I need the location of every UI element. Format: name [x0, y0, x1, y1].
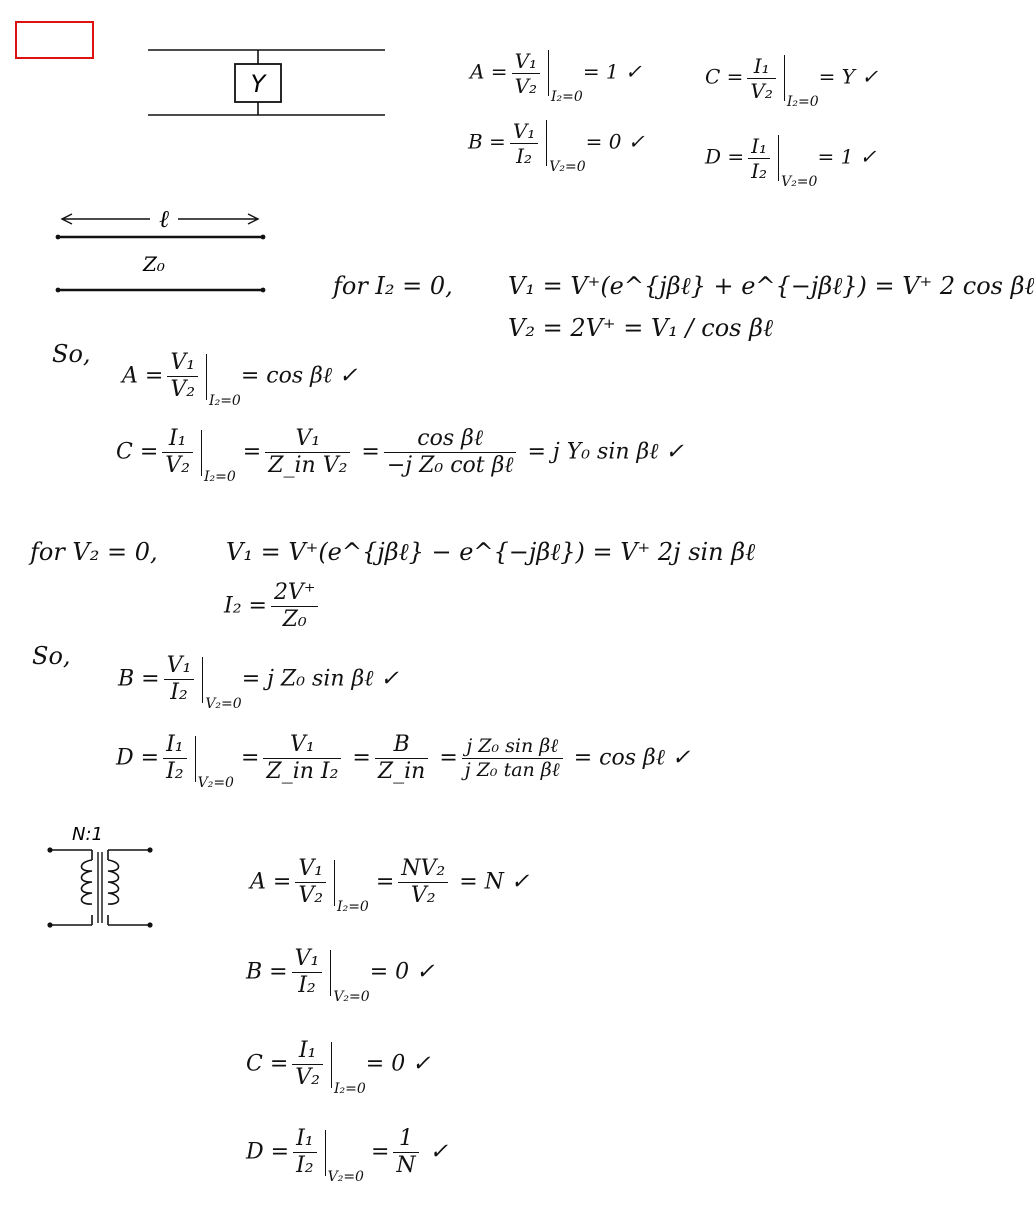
top-eq-D: D = $\frac{\text{I₁}}{\text{I₂}}$ V₂=0= 1 ✓ — [705, 133, 877, 190]
length-label: ℓ — [159, 205, 169, 233]
shunt-admittance-diagram — [140, 40, 390, 130]
i2-equation: I₂ = $\frac{2V^+}{\text{Z₀}}$ — [224, 582, 322, 631]
line-eq-A: A = $\frac{\text{V₁}}{\text{V₂}}$ I₂=0= cos βℓ ✓ — [122, 350, 358, 409]
v1-short-equation: V₁ = V⁺(e^{jβℓ} − e^{−jβℓ}) = V⁺ 2j sin βℓ — [226, 538, 756, 566]
v2-equation: V₂ = 2V⁺ = V₁ / cos βℓ — [508, 314, 773, 342]
xfmr-eq-B: B = $\frac{\text{V₁}}{\text{I₂}}$ V₂=0= 0 ✓ — [246, 946, 435, 1005]
xfmr-eq-C: C = $\frac{\text{I₁}}{\text{V₂}}$ I₂=0= 0 ✓ — [246, 1038, 431, 1097]
admittance-label: Y — [250, 70, 266, 98]
line-eq-C: C = $\frac{\text{I₁}}{\text{V₂}}$ I₂=0 = $\frac{\text{V₁}}{\text{Z\_in V₂}}$ = $\frac{\text{cos βℓ}}{\text{−j Z₀ cot βℓ}}$ = j Y₀ sin βℓ ✓ — [116, 426, 684, 485]
so-label-2: So, — [32, 642, 71, 670]
condition-v2-zero: for V₂ = 0, — [30, 538, 158, 566]
transformer-diagram — [40, 820, 165, 935]
transmission-line-diagram — [50, 205, 275, 300]
v1-equation: V₁ = V⁺(e^{jβℓ} + e^{−jβℓ}) = V⁺ 2 cos βℓ — [508, 272, 1034, 300]
top-eq-C: C = $\frac{\text{I₁}}{\text{V₂}}$ I₂=0= Y ✓ — [705, 53, 879, 110]
line-eq-D: D = $\frac{\text{I₁}}{\text{I₂}}$ V₂=0 = $\frac{\text{V₁}}{\text{Z\_in I₂}}$ = $\frac{B}{Z\_in}$ = $\frac{\text{j Z₀ sin βℓ}}{\text{j Z₀ tan βℓ}}$ = cos βℓ ✓ — [116, 732, 691, 791]
highlight-box — [15, 21, 94, 59]
line-eq-B: B = $\frac{\text{V₁}}{\text{I₂}}$ V₂=0= j Z₀ sin βℓ ✓ — [118, 653, 399, 712]
top-eq-B: B = $\frac{\text{V₁}}{\text{I₂}}$ V₂=0= 0 ✓ — [468, 118, 645, 175]
condition-i2-zero: for I₂ = 0, — [333, 272, 453, 300]
turns-ratio-label: N:1 — [72, 824, 103, 845]
z0-label: Z₀ — [143, 252, 165, 276]
top-eq-A: A = $\frac{\text{V₁}}{\text{V₂}}$ I₂=0= 1 ✓ — [470, 48, 642, 105]
xfmr-eq-A: A = $\frac{\text{V₁}}{\text{V₂}}$ I₂=0 = $\frac{\text{NV₂}}{\text{V₂}}$ = N ✓ — [250, 856, 530, 915]
so-label-1: So, — [52, 340, 91, 368]
xfmr-eq-D: D = $\frac{\text{I₁}}{\text{I₂}}$ V₂=0 = $\frac{1}{N}$ ✓ — [246, 1126, 449, 1185]
